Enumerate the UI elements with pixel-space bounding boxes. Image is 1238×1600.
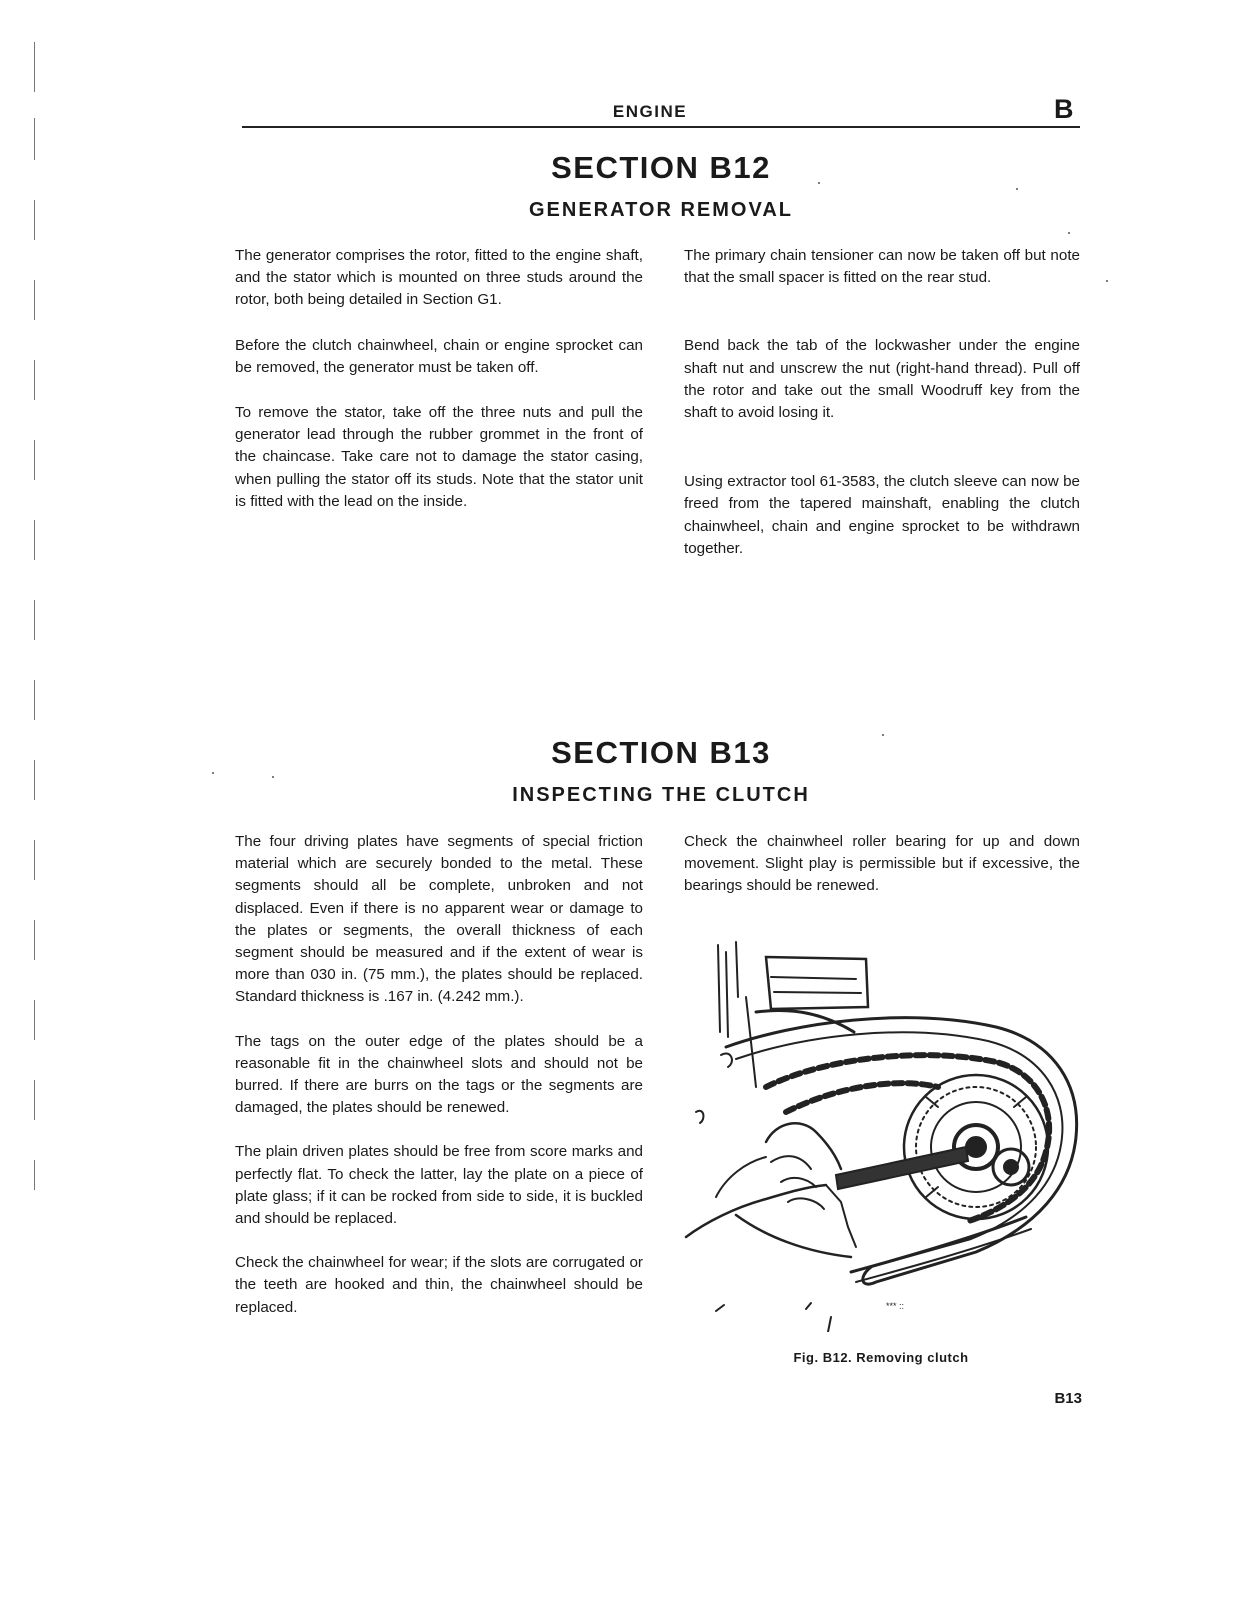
paragraph: Before the clutch chainwheel, chain or engine sprocket can be removed, the generator must be taken off.: [235, 336, 643, 376]
header-rule: [242, 126, 1080, 128]
clutch-removal-figure: [676, 937, 1086, 1332]
paragraph: Bend back the tab of the lockwasher under the engine shaft nut and unscrew the nut (right-hand thread). Pull off the rotor and take out the small Woodruff key from the shaft to avoid losing it.: [684, 337, 1080, 422]
paragraph: To remove the stator, take off the three nuts and pull the generator lead through the rubber grommet in the front of the chaincase. Take care not to damage the stator casing, when pulling the stator off its studs. Note that the stator unit is fitted with the lead on the inside.: [235, 404, 643, 510]
binder-mark: [34, 360, 35, 400]
page-number: B13: [1054, 1390, 1082, 1407]
section-letter: B: [1054, 94, 1074, 124]
clutch-removal-illustration-icon: [676, 937, 1086, 1332]
binder-mark: [34, 760, 35, 800]
binder-mark: [34, 520, 35, 560]
section-b12-subtitle: GENERATOR REMOVAL: [528, 199, 793, 221]
binder-mark: [34, 1000, 35, 1040]
binder-mark: [34, 1080, 35, 1120]
binder-mark: [34, 42, 35, 92]
binder-mark: [34, 440, 35, 480]
figure-caption: Fig. B12. Removing clutch: [793, 1350, 969, 1365]
binder-mark: [34, 680, 35, 720]
binder-mark: [34, 600, 35, 640]
svg-text:*** ::: *** ::: [886, 1301, 905, 1311]
section-b13-right-column: [684, 831, 1080, 898]
scan-speck: [272, 776, 274, 778]
scan-speck: [1016, 188, 1018, 190]
binder-mark: [34, 200, 35, 240]
section-b13-title: SECTION B13: [551, 735, 771, 770]
binder-mark: [34, 920, 35, 960]
paragraph: The four driving plates have segments of special friction material which are securely bonded to the metal. These segments should all be complete, unbroken and not displaced. Even if there is no apparent wear or damage to the plates or segments, the overall thickness of each segment should be measured and if the extent of wear is more than 030 in. (75 mm.), the plates should be replaced. Standard thickness is .167 in. (4.242 mm.).: [235, 833, 643, 1006]
paragraph: Using extractor tool 61-3583, the clutch sleeve can now be freed from the tapered mainshaft, enabling the clutch chainwheel, chain and engine sprocket to be withdrawn together.: [684, 473, 1080, 557]
binder-mark: [34, 1160, 35, 1190]
section-b12-left-column: [235, 245, 643, 513]
paragraph: Check the chainwheel roller bearing for up and down movement. Slight play is permissible but if excessive, the bearings should be renewed.: [684, 833, 1080, 895]
section-b12-right-column: [684, 245, 1080, 560]
scan-speck: [212, 772, 214, 774]
section-b13-subtitle: INSPECTING THE CLUTCH: [512, 784, 810, 806]
binder-mark: [34, 118, 35, 160]
scan-speck: [1068, 232, 1070, 234]
scan-speck: [1106, 280, 1108, 282]
binder-mark: [34, 280, 35, 320]
section-b12-title: SECTION B12: [551, 150, 771, 185]
paragraph: The plain driven plates should be free from score marks and perfectly flat. To check the latter, lay the plate on a piece of plate glass; if it can be rocked from side to side, it is buckled and should be replaced.: [235, 1143, 643, 1228]
section-b13-left-column: [235, 831, 643, 1319]
paragraph: Check the chainwheel for wear; if the slots are corrugated or the teeth are hooked and thin, the chainwheel should be replaced.: [235, 1254, 643, 1316]
paragraph: The primary chain tensioner can now be taken off but note that the small spacer is fitted on the rear stud.: [684, 247, 1080, 287]
binder-mark: [34, 840, 35, 880]
running-header: ENGINE: [612, 102, 688, 121]
paragraph: The generator comprises the rotor, fitted to the engine shaft, and the stator which is mounted on three studs around the rotor, both being detailed in Section G1.: [235, 247, 643, 309]
paragraph: The tags on the outer edge of the plates should be a reasonable fit in the chainwheel slots and should not be burred. If there are burrs on the tags or the segments are damaged, the plates should be renewed.: [235, 1032, 643, 1117]
